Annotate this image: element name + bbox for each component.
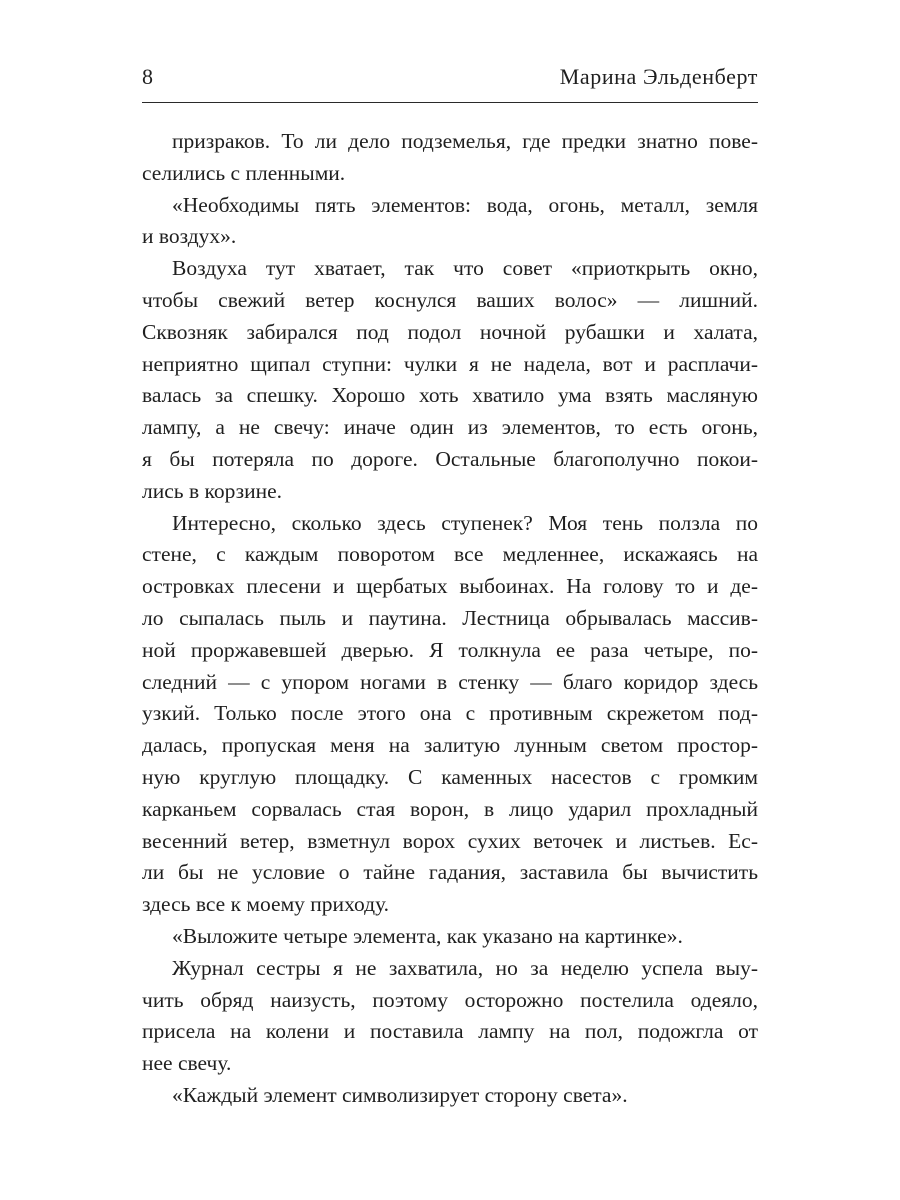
text-line: далась, пропуская меня на залитую лунным светом простор-	[142, 733, 758, 758]
text-line: ной проржавевшей дверью. Я толкнула ее раза четыре, по-	[142, 637, 758, 662]
text-line: Журнал сестры я не захватила, но за неделю успела выу-	[172, 955, 758, 980]
paragraph	[142, 126, 758, 190]
text-line: следний — с упором ногами в стенку — благо коридор здесь	[142, 669, 758, 694]
text-line: валась за спешку. Хорошо хоть хватило ума взять масляную	[142, 383, 758, 408]
text-line: ную круглую площадку. С каменных насестов с громким	[142, 764, 758, 789]
text-line: присела на колени и поставила лампу на пол, подожгла от	[142, 1019, 758, 1044]
text-line: я бы потеряла по дороге. Остальные благополучно покои-	[142, 446, 758, 471]
text-line: ли бы не условие о тайне гадания, заставила бы вычистить	[142, 860, 758, 885]
text-line: Воздуха тут хватает, так что совет «приоткрыть окно,	[172, 256, 758, 281]
text-line: чтобы свежий ветер коснулся ваших волос» — лишний.	[142, 287, 758, 312]
text-line: нее свечу.	[142, 1051, 232, 1076]
text-line: селились с пленными.	[142, 160, 346, 185]
paragraph	[142, 190, 758, 254]
text-line: «Необходимы пять элементов: вода, огонь, металл, земля	[172, 192, 758, 217]
text-line: чить обряд наизусть, поэтому осторожно постелила одеяло,	[142, 987, 758, 1012]
page-number: 8	[142, 64, 153, 89]
text-line: и воздух».	[142, 224, 237, 249]
text-line: стене, с каждым поворотом все медленнее, искажаясь на	[142, 542, 758, 567]
paragraph	[142, 253, 758, 507]
text-line: призраков. То ли дело подземелья, где предки знатно пове-	[172, 129, 758, 153]
text-line: лампу, а не свечу: иначе один из элементов, то есть огонь,	[142, 415, 758, 440]
text-line: островках плесени и щербатых выбоинах. На голову то и де-	[142, 574, 758, 599]
running-header	[142, 64, 758, 103]
paragraph	[142, 921, 758, 953]
book-page	[142, 64, 758, 1112]
paragraph	[142, 1080, 758, 1112]
paragraph	[142, 953, 758, 1080]
text-line: карканьем сорвалась стая ворон, в лицо ударил прохладный	[142, 796, 758, 821]
author-name: Марина Эльденберт	[559, 64, 758, 89]
text-line: ло сыпалась пыль и паутина. Лестница обрывалась массив-	[142, 605, 758, 630]
text-line: весенний ветер, взметнул ворох сухих веточек и листьев. Ес-	[142, 828, 758, 853]
text-line: Интересно, сколько здесь ступенек? Моя тень ползла по	[172, 510, 758, 535]
text-line: «Выложите четыре элемента, как указано на картинке».	[172, 923, 683, 948]
text-line: «Каждый элемент символизирует сторону света».	[172, 1082, 628, 1107]
body-text	[142, 126, 758, 1112]
text-line: здесь все к моему приходу.	[142, 892, 390, 917]
text-line: Сквозняк забирался под подол ночной рубашки и халата,	[142, 319, 758, 344]
text-line: узкий. Только после этого она с противным скрежетом под-	[142, 701, 758, 726]
paragraph	[142, 508, 758, 921]
text-line: неприятно щипал ступни: чулки я не надела, вот и расплачи-	[142, 351, 758, 376]
text-line: лись в корзине.	[142, 478, 283, 503]
